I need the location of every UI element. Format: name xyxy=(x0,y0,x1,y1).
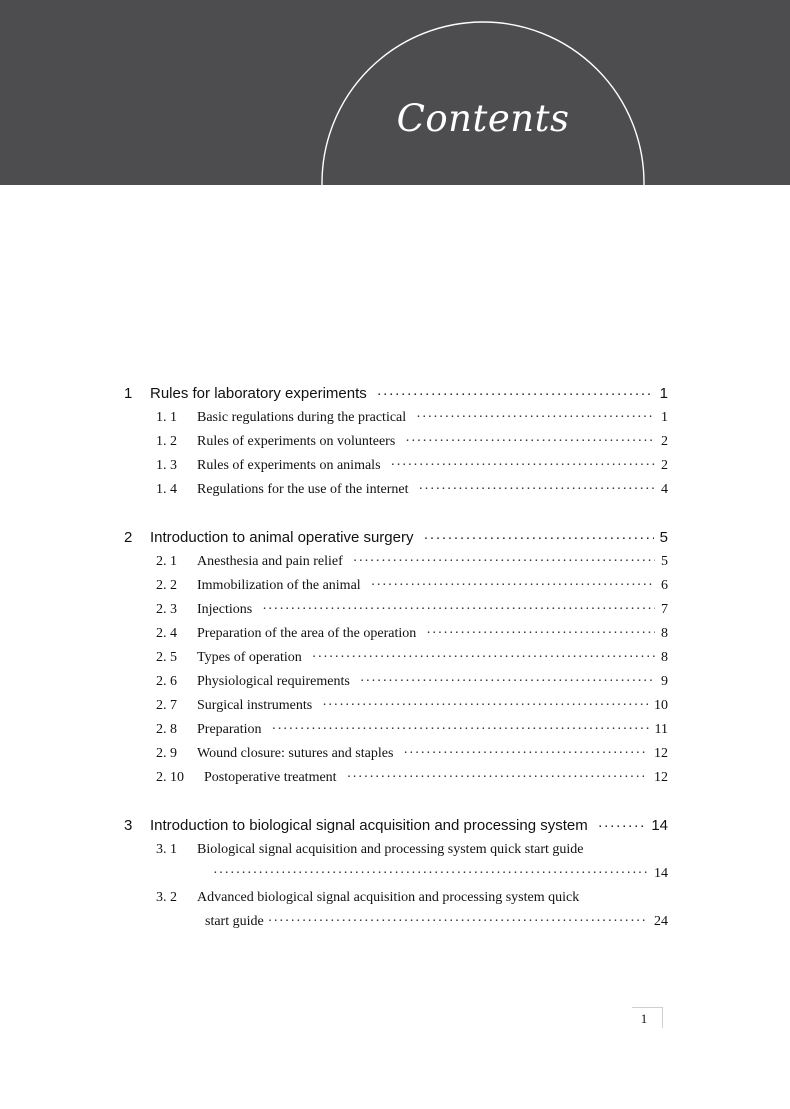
page-number: 5 xyxy=(659,529,668,546)
section-number: 2. 9 xyxy=(156,746,177,761)
toc-section-3-2-heading[interactable] xyxy=(156,890,579,906)
toc-section-1-2[interactable] xyxy=(156,434,668,450)
page-number: 8 xyxy=(661,626,668,641)
footer-page-number: 1 xyxy=(640,1011,648,1026)
page-number: 2 xyxy=(661,458,668,473)
section-title: Immobilization of the animal xyxy=(197,578,361,593)
page-number: 4 xyxy=(661,482,668,497)
page-number: 24 xyxy=(654,914,668,929)
dot-leader xyxy=(353,554,655,570)
section-title: Anesthesia and pain relief xyxy=(197,554,343,569)
chapter-number: 3 xyxy=(124,817,133,834)
toc-section-1-4[interactable] xyxy=(156,482,668,498)
section-number: 1. 4 xyxy=(156,482,177,497)
section-number: 2. 8 xyxy=(156,722,177,737)
section-number: 2. 6 xyxy=(156,674,177,689)
section-number: 2. 3 xyxy=(156,602,177,617)
section-number: 2. 1 xyxy=(156,554,177,569)
toc-chapter-2[interactable] xyxy=(124,529,668,546)
page-number: 14 xyxy=(654,866,668,881)
dot-leader xyxy=(322,698,648,714)
page-number: 10 xyxy=(654,698,668,713)
dot-leader xyxy=(360,674,655,690)
chapter-number: 2 xyxy=(124,529,133,546)
section-title: Basic regulations during the practical xyxy=(197,410,407,425)
dot-leader xyxy=(312,650,655,666)
section-title: Regulations for the use of the internet xyxy=(197,482,409,497)
chapter-title: Introduction to animal operative surgery xyxy=(150,529,414,546)
toc-section-1-1[interactable] xyxy=(156,410,668,426)
toc-section-2-6[interactable] xyxy=(156,674,668,690)
page-number: 9 xyxy=(661,674,668,689)
dot-leader xyxy=(262,602,655,618)
section-number: 1. 1 xyxy=(156,410,177,425)
toc-section-2-9[interactable] xyxy=(156,746,668,762)
section-title: Preparation xyxy=(197,722,262,737)
page-number: 12 xyxy=(654,770,668,785)
page-number: 1 xyxy=(659,385,668,402)
toc-section-1-3[interactable] xyxy=(156,458,668,474)
section-title: Preparation of the area of the operation xyxy=(197,626,417,641)
section-number: 2. 2 xyxy=(156,578,177,593)
dot-leader xyxy=(371,578,655,594)
section-number: 1. 2 xyxy=(156,434,177,449)
dot-leader xyxy=(391,458,655,474)
toc-section-2-5[interactable] xyxy=(156,650,668,666)
dot-leader xyxy=(347,770,648,786)
page-number: 5 xyxy=(661,554,668,569)
toc-section-3-1-heading[interactable] xyxy=(156,842,584,858)
section-number: 1. 3 xyxy=(156,458,177,473)
section-title: Biological signal acquisition and processing system quick start guide xyxy=(197,842,584,857)
section-title: Rules of experiments on volunteers xyxy=(197,434,396,449)
dot-leader xyxy=(416,410,655,426)
dot-leader xyxy=(268,914,648,930)
toc-chapter-1[interactable] xyxy=(124,385,668,402)
section-title: Physiological requirements xyxy=(197,674,350,689)
section-title-continued: start guide xyxy=(205,914,264,929)
page-number: 1 xyxy=(661,410,668,425)
section-title: Surgical instruments xyxy=(197,698,313,713)
page-number: 2 xyxy=(661,434,668,449)
toc-section-2-4[interactable] xyxy=(156,626,668,642)
page-number: 12 xyxy=(654,746,668,761)
toc-section-2-10[interactable] xyxy=(156,770,668,786)
chapter-title: Introduction to biological signal acquisition and processing system xyxy=(150,817,588,834)
section-number: 2. 10 xyxy=(156,770,184,785)
page-number: 8 xyxy=(661,650,668,665)
toc-section-2-7[interactable] xyxy=(156,698,668,714)
toc-section-2-3[interactable] xyxy=(156,602,668,618)
page-number: 7 xyxy=(661,602,668,617)
dot-leader xyxy=(423,529,653,546)
section-title: Injections xyxy=(197,602,253,617)
dot-leader xyxy=(403,746,648,762)
toc-section-3-1-leader-line[interactable] xyxy=(197,866,668,882)
page-number: 6 xyxy=(661,578,668,593)
page-number: 14 xyxy=(651,817,668,834)
toc-chapter-3[interactable] xyxy=(124,817,668,834)
section-number: 3. 2 xyxy=(156,890,177,905)
section-title: Rules of experiments on animals xyxy=(197,458,381,473)
section-number: 2. 4 xyxy=(156,626,177,641)
dot-leader xyxy=(598,817,646,834)
dot-leader xyxy=(426,626,655,642)
page-title: Contents xyxy=(396,97,570,140)
section-title: Advanced biological signal acquisition and processing system quick xyxy=(197,890,580,905)
chapter-number: 1 xyxy=(124,385,133,402)
section-number: 3. 1 xyxy=(156,842,177,857)
section-title: Wound closure: sutures and staples xyxy=(197,746,394,761)
section-title: Types of operation xyxy=(197,650,302,665)
dot-leader xyxy=(272,722,649,738)
toc-section-2-2[interactable] xyxy=(156,578,668,594)
section-number: 2. 5 xyxy=(156,650,177,665)
page-number: 11 xyxy=(654,722,668,737)
section-number: 2. 7 xyxy=(156,698,177,713)
dot-leader xyxy=(377,385,654,402)
dot-leader xyxy=(405,434,655,450)
toc-section-3-2-continued[interactable] xyxy=(205,914,668,930)
dot-leader xyxy=(213,866,648,882)
toc-section-2-1[interactable] xyxy=(156,554,668,570)
section-title: Postoperative treatment xyxy=(204,770,337,785)
dot-leader xyxy=(419,482,656,498)
chapter-title: Rules for laboratory experiments xyxy=(150,385,367,402)
toc-section-2-8[interactable] xyxy=(156,722,668,738)
